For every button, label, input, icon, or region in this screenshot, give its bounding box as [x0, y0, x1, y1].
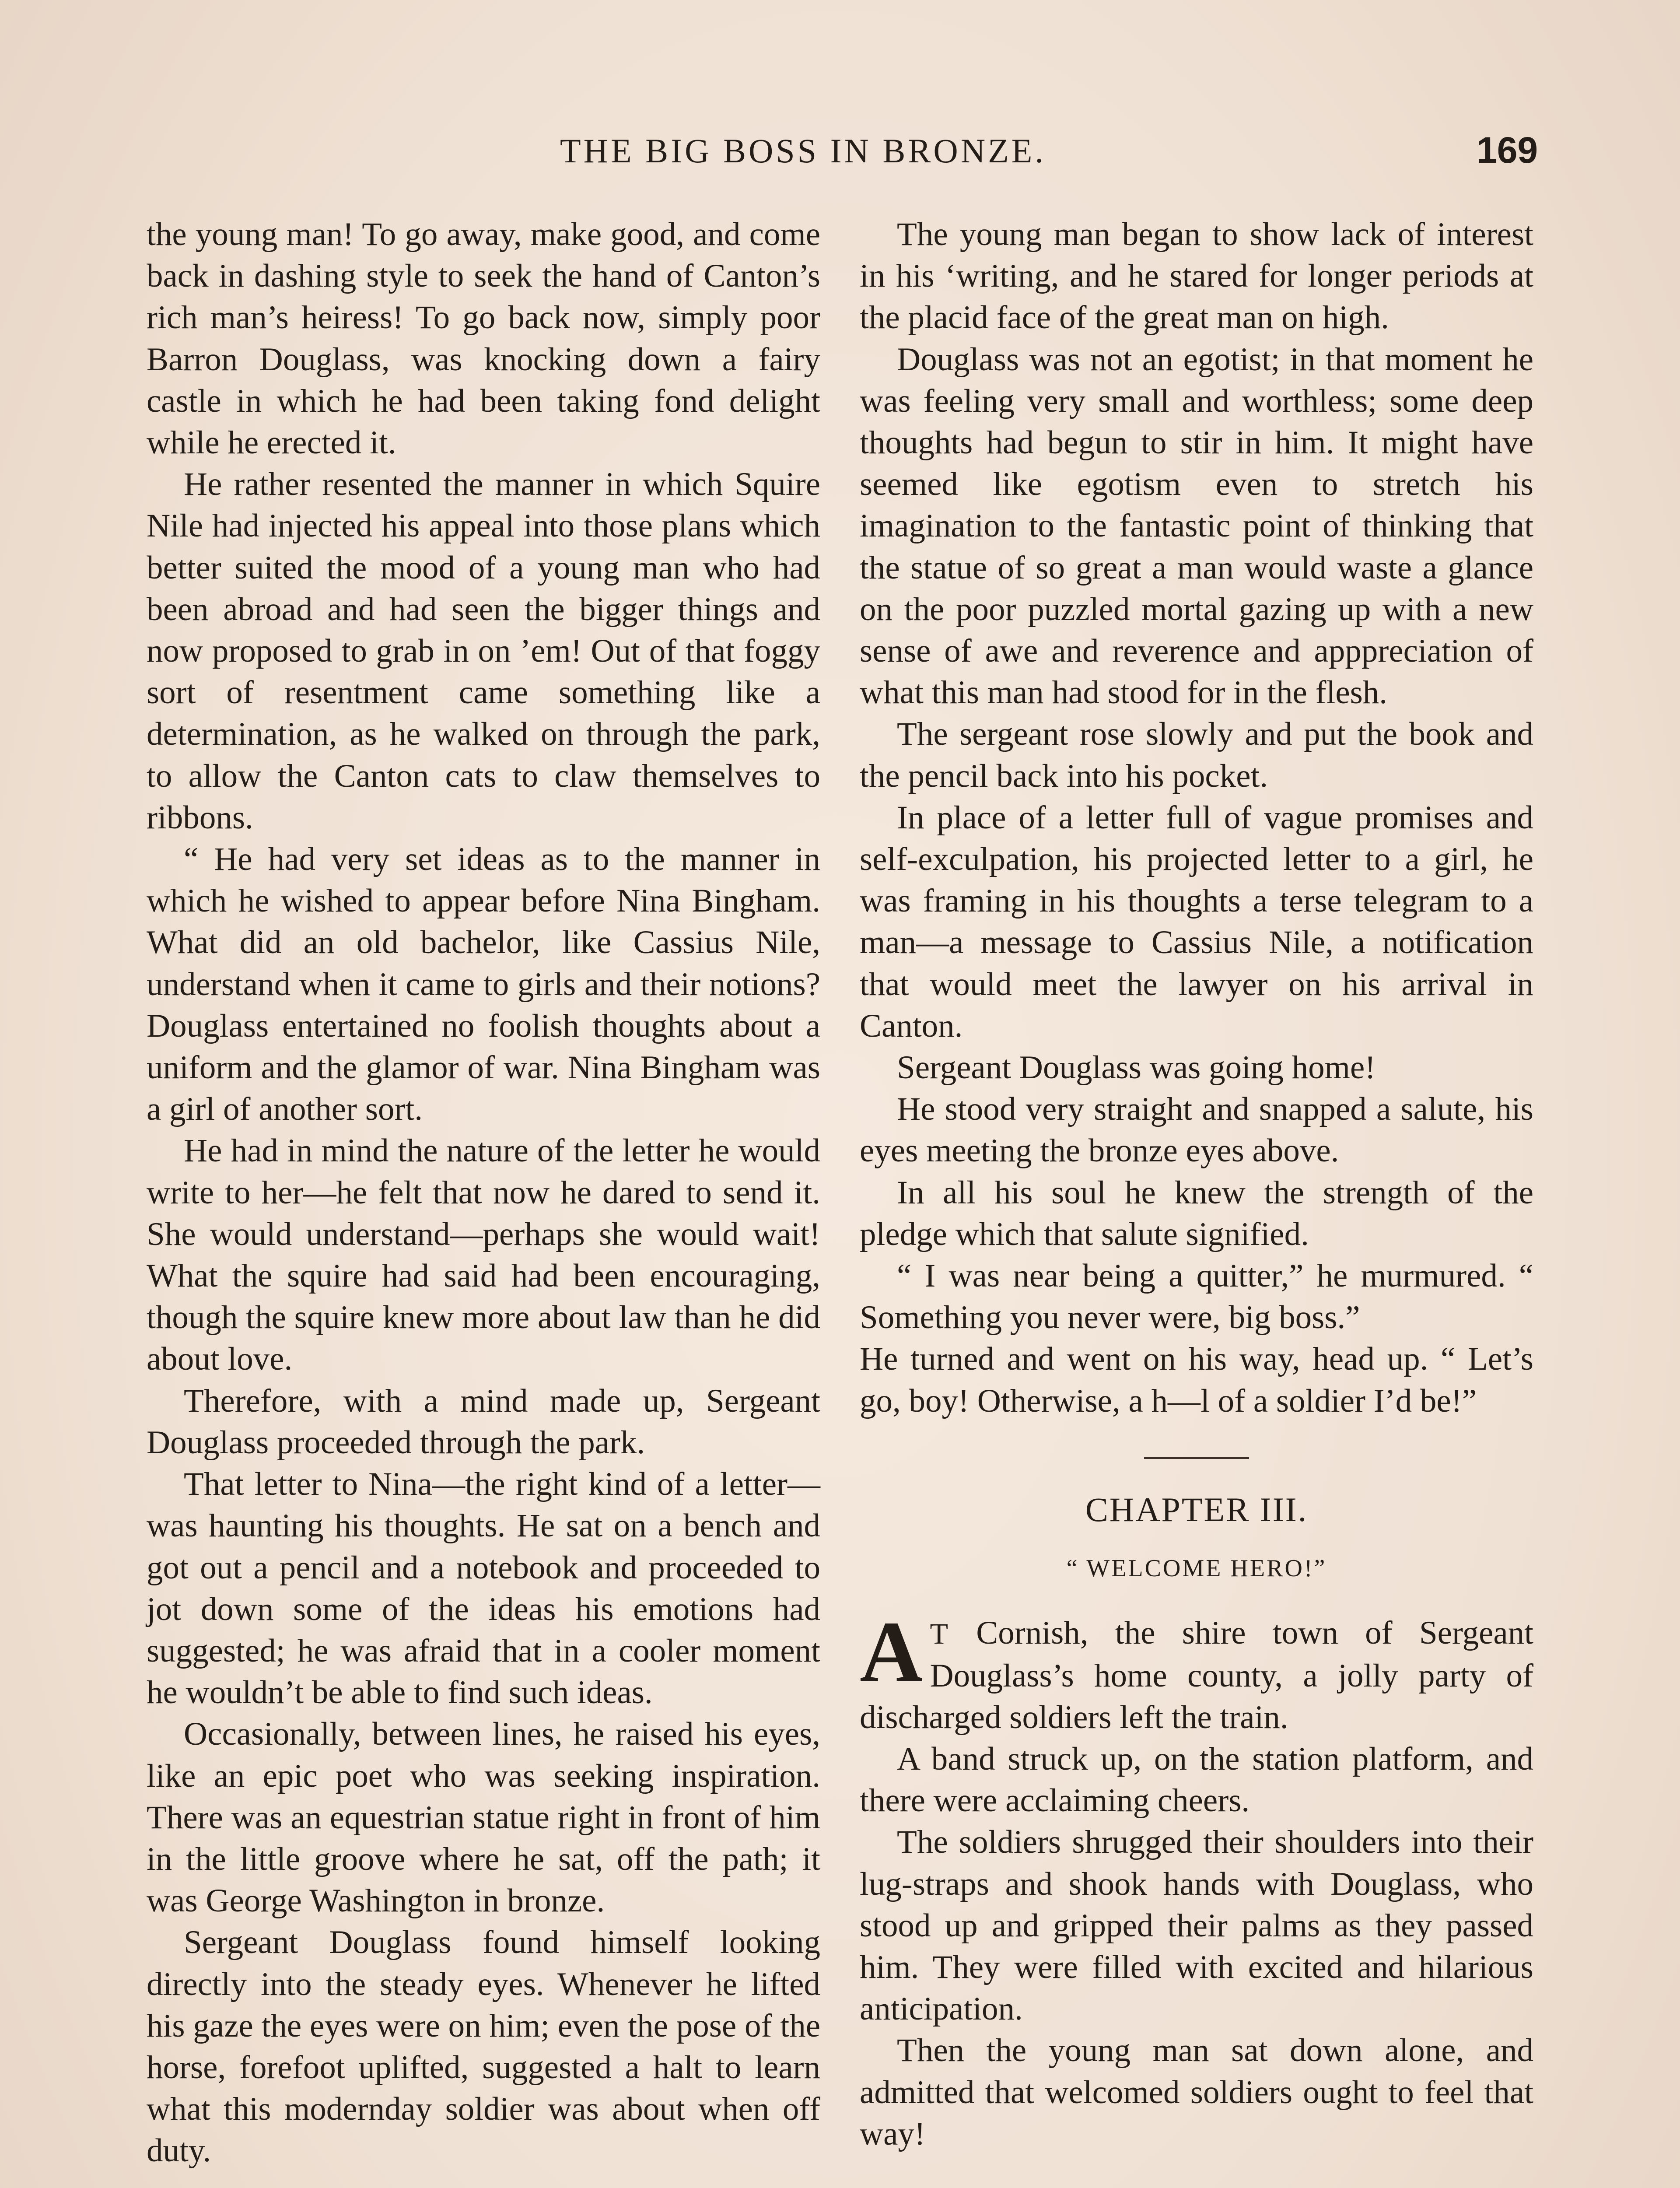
drop-cap: A — [860, 1604, 923, 1701]
paragraph: In place of a letter full of vague promises and self-exculpation, his projected letter to a girl, he was framing in his thoughts a terse telegram to a man—a message to Cassius Nile, a notification that would meet the lawyer on his arrival in Canton. — [860, 799, 1533, 1044]
paragraph: Sergeant Douglass was going home! — [897, 1049, 1376, 1086]
paragraph: the young man! To go away, make good, and come back in dashing style to seek the hand of Canton’s rich man’s heiress! To go back now, simply poor Barron Douglass, was knocking down a fairy castle in which he had been taking fond delight while he erected it. — [147, 216, 820, 461]
opening-text: Cornish, the shire town of Sergeant Douglass’s home county, a jolly party of discharged soldiers left the train. — [860, 1615, 1533, 1736]
paragraph: The soldiers shrugged their shoulders into their lug-straps and shook hands with Douglass, who stood up and gripped their palms as they passed him. They were filled with excited and hilarious anticipation. — [860, 1824, 1533, 2027]
paragraph: The sergeant rose slowly and put the book and the pencil back into his pocket. — [860, 716, 1533, 794]
paragraph: Therefore, with a mind made up, Sergeant Douglass proceeded through the park. — [147, 1382, 820, 1461]
paragraph: He turned and went on his way, head up. “ Let’s go, boy! Otherwise, a h—l of a soldier I’d be!” — [860, 1341, 1533, 1419]
paragraph: The young man began to show lack of interest in his ‘writing, and he stared for longer periods at the placid face of the great man on high. — [860, 216, 1533, 336]
chapter-subtitle: “ WELCOME HERO!” — [1066, 1555, 1327, 1582]
paragraph: He had in mind the nature of the letter he would write to her—he felt that now he dared to send it. She would understand—perhaps she would wait! What the squire had said had been encouraging, though the squire knew more about law than he did about love. — [147, 1133, 820, 1378]
section-divider — [1144, 1457, 1249, 1459]
paragraph: Then the young man sat down alone, and admitted that welcomed soldiers ought to feel that way! — [860, 2032, 1533, 2152]
paragraph: A band struck up, on the station platform, and there were acclaiming cheers. — [860, 1740, 1533, 1819]
paragraph: Sergeant Douglass found himself looking directly into the steady eyes. Whenever he lifted his gaze the eyes were on him; even the pose of the horse, forefoot uplifted, suggested a halt to learn what this modernday soldier was about when off duty. — [147, 1924, 820, 2169]
paragraph: Occasionally, between lines, he raised his eyes, like an epic poet who was seeking inspiration. There was an equestrian statue right in front of him in the little groove where he sat, off the path; it was George Washington in bronze. — [147, 1716, 820, 1919]
paragraph: “ He had very set ideas as to the manner in which he wished to appear before Nina Bingham. What did an old bachelor, like Cassius Nile, understand when it came to girls and their notions? Douglass entertained no foolish thoughts about a uniform and the glamor of war. Nina Bingham was a girl of another sort. — [147, 841, 820, 1128]
paragraph: He rather resented the manner in which Squire Nile had injected his appeal into those plans which better suited the mood of a young man who had been abroad and had seen the bigger things and now proposed to grab in on ’em! Out of that foggy sort of resentment came something like a determination, as he walked on through the park, to allow the Canton cats to claw themselves to ribbons. — [147, 466, 820, 836]
left-column — [147, 214, 820, 2172]
paragraph: “ I was near being a quitter,” he murmured. “ Something you never were, big boss.” — [860, 1258, 1533, 1336]
paragraph: Douglass was not an egotist; in that moment he was feeling very small and worthless; some deep thoughts had begun to stir in him. It might have seemed like egotism even to stretch his imagination to the fantastic point of thinking that the statue of so great a man would waste a glance on the poor puzzled mortal gazing up with a new sense of awe and reverence and apppreciation of what this man had stood for in the flesh. — [860, 341, 1533, 711]
chapter-opening-paragraph — [860, 1604, 1533, 1738]
page-number: 169 — [1477, 130, 1538, 171]
paragraph: He stood very straight and snapped a salute, his eyes meeting the bronze eyes above. — [860, 1091, 1533, 1169]
running-head: THE BIG BOSS IN BRONZE. — [560, 132, 1046, 170]
right-column — [860, 214, 1533, 2155]
paragraph: That letter to Nina—the right kind of a letter—was haunting his thoughts. He sat on a bench and got out a pencil and a notebook and proceeded to jot down some of the ideas his emotions had suggested; he was afraid that in a cooler moment he wouldn’t be able to find such ideas. — [147, 1466, 820, 1711]
chapter-title: CHAPTER III. — [1085, 1490, 1308, 1529]
paragraph: In all his soul he knew the strength of the pledge which that salute signified. — [860, 1174, 1533, 1252]
lead-letter: T — [930, 1617, 949, 1651]
